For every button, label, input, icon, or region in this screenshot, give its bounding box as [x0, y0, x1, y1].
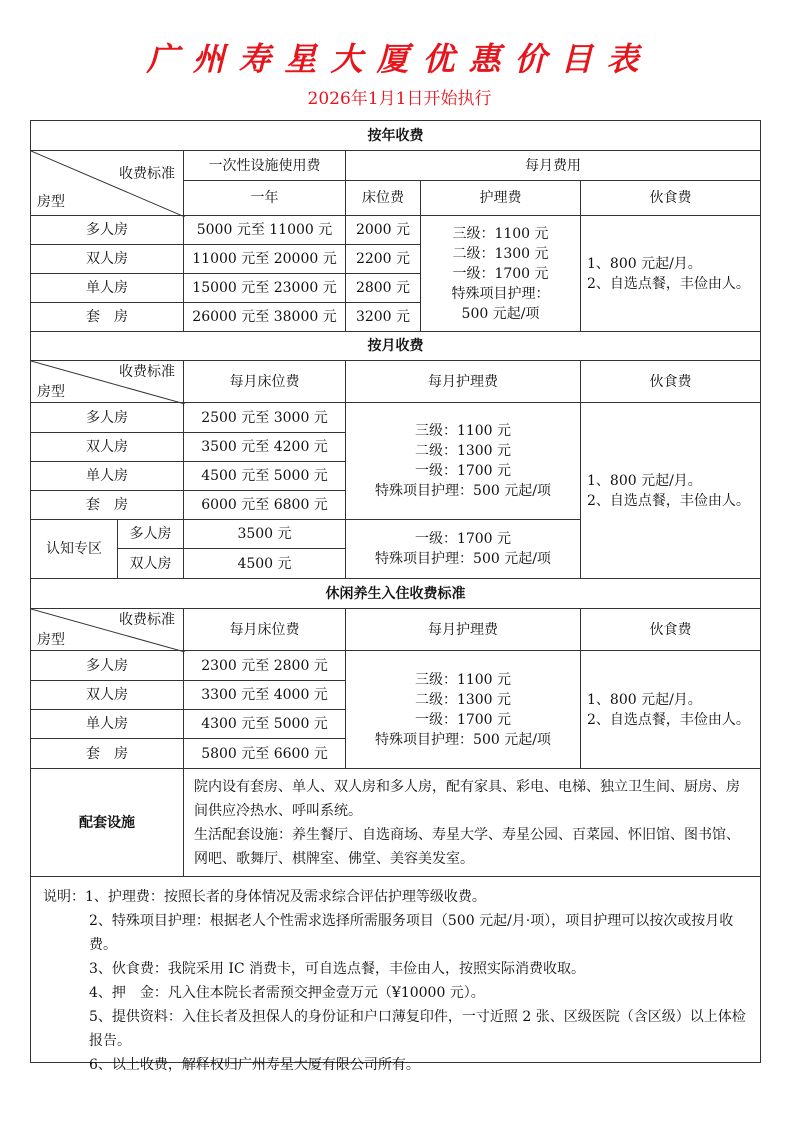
bed-price: 4500 元至 5000 元	[183, 461, 346, 491]
facilities-line: 生活配套设施：养生餐厅、自选商场、寿星大学、寿星公园、百菜园、怀旧馆、图书馆、网吧、歌舞厅、棋牌室、佛堂、美容美发室。	[194, 827, 740, 867]
cognitive-zone-label: 认知专区	[30, 519, 118, 579]
bed-price: 2800 元	[345, 273, 421, 303]
food-line: 2、自选点餐，丰俭由人。	[587, 275, 750, 292]
note-item: 5、提供资料：入住长者及担保人的身份证和户口薄复印件，一寸近照 2 张、区级医院（含区级）以上体检报告。	[89, 1009, 746, 1049]
header-nursing: 护理费	[420, 180, 581, 216]
facilities-line: 院内设有套房、单人、双人房和多人房，配有家具、彩电、电梯、独立卫生间、厨房、房间供应冷热水、呼叫系统。	[194, 779, 740, 819]
header-standard: 收费标准	[119, 364, 175, 380]
nursing-line: 二级：1300 元	[414, 443, 512, 459]
food-fees	[580, 215, 761, 332]
bed-price: 3500 元至 4200 元	[183, 432, 346, 462]
year-price: 5000 元至 11000 元	[183, 215, 346, 245]
food-line: 1、800 元起/月。	[587, 472, 702, 489]
section-monthly-title: 按月收费	[30, 331, 761, 361]
nursing-line: 三级：1100 元	[414, 423, 512, 439]
year-price: 26000 元至 38000 元	[183, 302, 346, 332]
facilities-description	[183, 768, 761, 877]
bed-price: 4300 元至 5000 元	[183, 709, 346, 739]
note-text: 1、护理费：按照长者的身体情况及需求综合评估护理等级收费。	[85, 889, 486, 905]
year-price: 11000 元至 20000 元	[183, 244, 346, 274]
bed-price: 3200 元	[345, 302, 421, 332]
bed-price: 3500 元	[183, 519, 346, 549]
room-type: 双人房	[117, 548, 184, 579]
facilities-label: 配套设施	[30, 768, 184, 877]
bed-price: 2500 元至 3000 元	[183, 402, 346, 433]
bed-price: 4500 元	[183, 548, 346, 579]
room-type: 多人房	[30, 650, 184, 681]
note-item: 3、伙食费：我院采用 IC 消费卡，可自选点餐，丰俭由人，按照实际消费收取。	[89, 961, 586, 977]
header-standard: 收费标准	[119, 612, 175, 628]
note-item: 2、特殊项目护理：根据老人个性需求选择所需服务项目（500 元起/月·项），项目护理可以按次或按月收费。	[89, 913, 734, 953]
year-price: 15000 元至 23000 元	[183, 273, 346, 303]
note-item: 6、以上收费，解释权归广州寿星大厦有限公司所有。	[89, 1057, 420, 1073]
header-room-type: 房型	[37, 194, 65, 210]
room-type: 双人房	[30, 244, 184, 274]
room-type: 单人房	[30, 273, 184, 303]
bed-price: 3300 元至 4000 元	[183, 680, 346, 710]
food-line: 2、自选点餐，丰俭由人。	[587, 711, 750, 728]
nursing-line: 特殊项目护理：500 元起/项	[375, 731, 551, 748]
nursing-line: 二级：1300 元	[414, 691, 512, 708]
header-bed: 每月床位费	[183, 608, 346, 651]
nursing-line: 三级：1100 元	[414, 671, 512, 688]
bed-price: 2200 元	[345, 244, 421, 274]
header-once-fee: 一次性设施使用费	[183, 150, 346, 181]
food-line: 1、800 元起/月。	[587, 255, 702, 272]
notes-section	[30, 876, 761, 1073]
room-type: 套 房	[30, 302, 184, 332]
room-type: 套 房	[30, 738, 184, 769]
notes-label: 说明：	[43, 889, 85, 905]
nursing-line: 特殊项目护理：500 元起/项	[375, 551, 551, 567]
header-food: 伙食费	[580, 180, 761, 216]
note-item: 4、押 金：凡入住本院长者需预交押金壹万元（¥10000 元）。	[89, 985, 485, 1001]
header-monthly-fee: 每月费用	[345, 150, 761, 181]
header-bed: 每月床位费	[183, 360, 346, 403]
header-food: 伙食费	[580, 608, 761, 651]
header-bed: 床位费	[345, 180, 421, 216]
bed-price: 2000 元	[345, 215, 421, 245]
diagonal-header	[30, 150, 184, 216]
food-fees	[580, 650, 761, 769]
bed-price: 6000 元至 6800 元	[183, 490, 346, 520]
nursing-line: 特殊项目护理：	[451, 285, 550, 302]
room-type: 双人房	[30, 680, 184, 710]
nursing-line: 特殊项目护理：500 元起/项	[375, 483, 551, 499]
room-type: 单人房	[30, 709, 184, 739]
header-standard: 收费标准	[119, 165, 175, 182]
bed-price: 5800 元至 6600 元	[183, 738, 346, 769]
diagonal-header	[30, 608, 184, 651]
nursing-line: 三级：1100 元	[452, 225, 549, 242]
nursing-fees	[420, 215, 581, 332]
nursing-line: 一级：1700 元	[414, 531, 512, 547]
food-fees	[580, 402, 761, 579]
header-room-type: 房型	[37, 384, 65, 400]
nursing-line: 一级：1700 元	[414, 463, 512, 479]
header-nursing: 每月护理费	[345, 360, 581, 403]
room-type: 多人房	[117, 519, 184, 549]
nursing-line: 二级：1300 元	[452, 245, 549, 262]
page-title: 广州寿星大厦优惠价目表	[146, 40, 653, 78]
room-type: 单人房	[30, 461, 184, 491]
nursing-line: 一级：1700 元	[452, 265, 549, 282]
header-nursing: 每月护理费	[345, 608, 581, 651]
header-food: 伙食费	[580, 360, 761, 403]
food-line: 2、自选点餐，丰俭由人。	[587, 492, 750, 509]
nursing-line: 500 元起/项	[461, 305, 540, 322]
nursing-fees	[345, 402, 581, 520]
bed-price: 2300 元至 2800 元	[183, 650, 346, 681]
nursing-fees	[345, 650, 581, 769]
room-type: 多人房	[30, 215, 184, 245]
section-leisure-title: 休闲养生入住收费标准	[30, 578, 761, 609]
header-year: 一年	[183, 180, 346, 216]
room-type: 套 房	[30, 490, 184, 520]
diagonal-header	[30, 360, 184, 403]
food-line: 1、800 元起/月。	[587, 691, 702, 708]
nursing-line: 一级：1700 元	[414, 711, 512, 728]
cognitive-nursing-fees	[345, 519, 581, 579]
header-room-type: 房型	[37, 632, 65, 648]
room-type: 双人房	[30, 432, 184, 462]
note-item	[43, 885, 748, 909]
room-type: 多人房	[30, 402, 184, 433]
effective-date: 2026年1月1日开始执行	[307, 89, 492, 109]
section-yearly-title: 按年收费	[30, 120, 761, 151]
